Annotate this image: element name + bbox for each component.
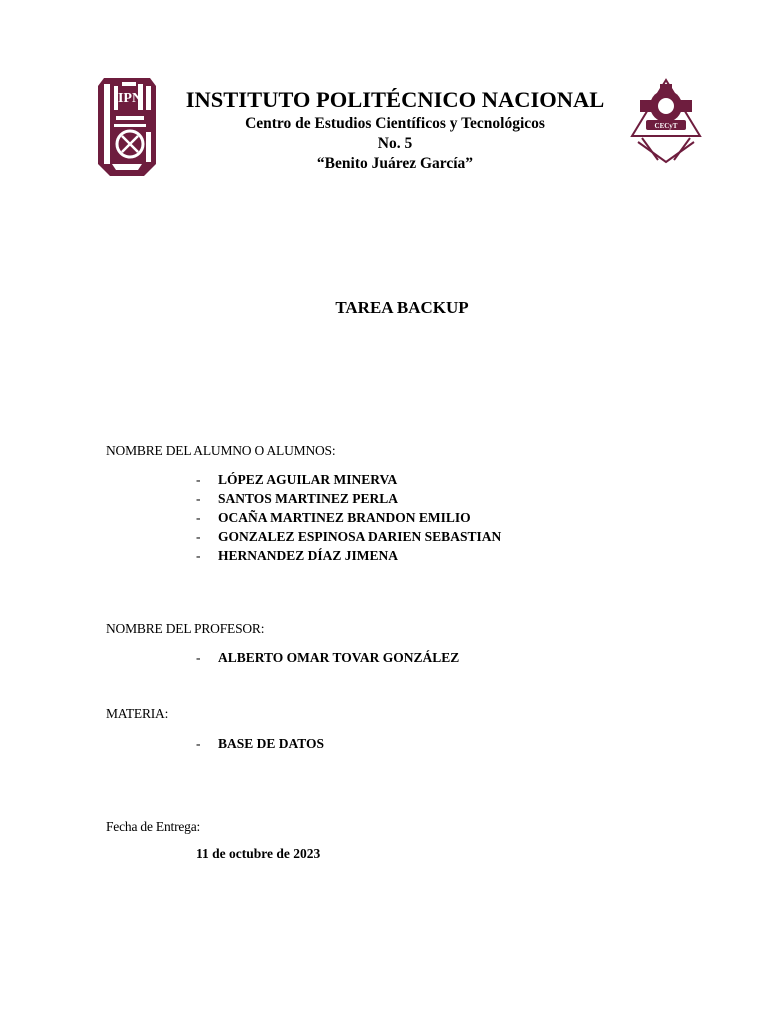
delivery-label: Fecha de Entrega: [106, 819, 201, 834]
professor-label: NOMBRE DEL PROFESOR: [106, 621, 265, 636]
ipn-logo [94, 72, 160, 178]
students-list [196, 470, 501, 565]
cecyt-logo [628, 76, 704, 164]
list-item: - ALBERTO OMAR TOVAR GONZÁLEZ [196, 650, 460, 665]
school-honoree: “Benito Juárez García” [316, 155, 474, 172]
list-item: - BASE DE DATOS [196, 736, 325, 751]
students-label: NOMBRE DEL ALUMNO O ALUMNOS: [106, 443, 336, 458]
document-title: TAREA BACKUP [335, 298, 469, 317]
school-number: No. 5 [377, 135, 413, 152]
subject-label: MATERIA: [106, 706, 169, 721]
header [180, 86, 610, 174]
list-item: - LÓPEZ AGUILAR MINERVA [196, 472, 398, 487]
list-item: - HERNANDEZ DÍAZ JIMENA [196, 548, 399, 563]
school-name: Centro de Estudios Científicos y Tecnológicos [245, 115, 545, 132]
cecyt-logo-text: CECyT [654, 122, 678, 130]
ipn-logo-text: IPN [117, 91, 143, 106]
delivery-date: 11 de octubre de 2023 [196, 846, 321, 861]
list-item: - GONZALEZ ESPINOSA DARIEN SEBASTIAN [196, 529, 502, 544]
list-item: - SANTOS MARTINEZ PERLA [196, 491, 399, 506]
list-item: - OCAÑA MARTINEZ BRANDON EMILIO [196, 510, 471, 525]
institution-title: INSTITUTO POLITÉCNICO NACIONAL [185, 87, 605, 112]
professor-list [196, 648, 459, 667]
subject-list [196, 734, 324, 753]
